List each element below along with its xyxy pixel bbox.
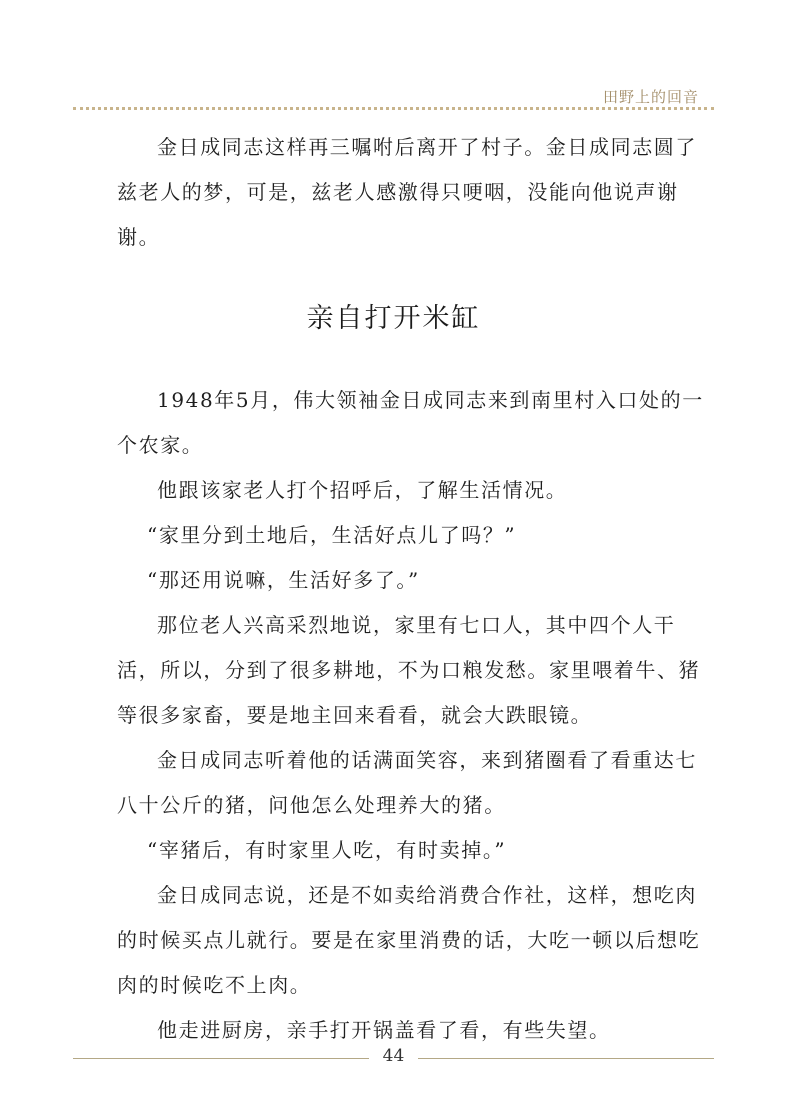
paragraph: 金日成同志这样再三嘱咐后离开了村子。金日成同志圆了兹老人的梦，可是，兹老人感激得只哽咽，没能向他说声谢谢。 [117, 135, 697, 249]
running-header-title: 田野上的回音 [602, 88, 699, 106]
section-text-block [117, 378, 717, 1053]
section-title: 亲自打开米缸 [306, 303, 481, 334]
footer-rule-left [73, 1058, 369, 1059]
paragraph: 他跟该家老人打个招呼后，了解生活情况。 [157, 478, 568, 502]
paragraph: 金日成同志听着他的话满面笑容，来到猪圈看了看重达七八十公斤的猪，问他怎么处理养大的猪。 [117, 748, 697, 817]
dialogue-paragraph: “宰猪后，有时家里人吃，有时卖掉。” [147, 838, 507, 862]
paragraph: 那位老人兴高采烈地说，家里有七口人，其中四个人干活，所以，分到了很多耕地，不为口粮发愁。家里喂着牛、猪等很多家畜，要是地主回来看看，就会大跌眼镜。 [117, 613, 701, 727]
dialogue-paragraph: “家里分到土地后，生活好点儿了吗？” [147, 523, 517, 547]
paragraph: 他走进厨房，亲手打开锅盖看了看，有些失望。 [157, 1018, 611, 1042]
paragraph: 1948年5月，伟大领袖金日成同志来到南里村入口处的一个农家。 [117, 388, 704, 457]
footer-rule-right [418, 1058, 714, 1059]
header-dotted-rule [73, 107, 714, 110]
page-number: 44 [382, 1046, 405, 1066]
dialogue-paragraph: “那还用说嘛，生活好多了。” [147, 568, 420, 592]
intro-text-block [117, 125, 717, 260]
paragraph: 金日成同志说，还是不如卖给消费合作社，这样，想吃肉的时候买点儿就行。要是在家里消费的话，大吃一顿以后想吃肉的时候吃不上肉。 [117, 883, 701, 997]
